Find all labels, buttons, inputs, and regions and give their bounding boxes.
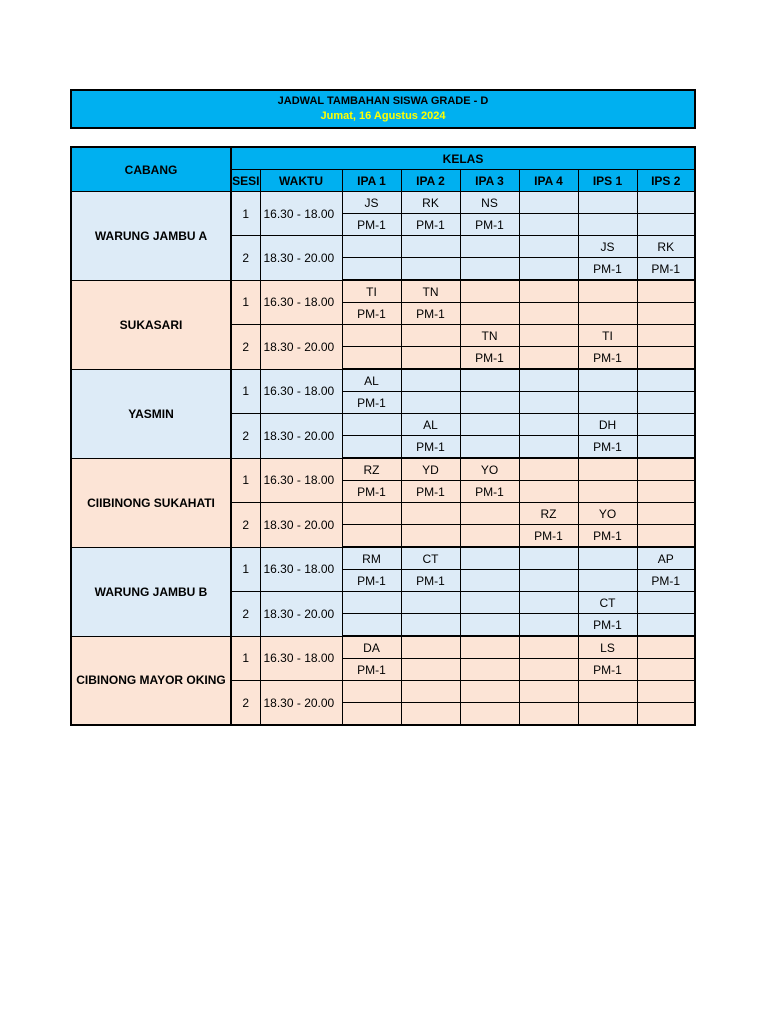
kelas-cell [460, 703, 519, 726]
sesi-cell: 2 [231, 325, 260, 370]
kelas-cell [578, 392, 637, 414]
waktu-cell: 18.30 - 20.00 [260, 325, 342, 370]
kelas-cell [519, 214, 578, 236]
sesi-cell: 1 [231, 369, 260, 414]
kelas-cell [519, 570, 578, 592]
kelas-cell [519, 303, 578, 325]
kelas-cell [401, 703, 460, 726]
kelas-cell [519, 325, 578, 347]
waktu-cell: 18.30 - 20.00 [260, 592, 342, 637]
kelas-cell [637, 303, 695, 325]
table-row [71, 458, 695, 481]
kelas-cell [342, 703, 401, 726]
kelas-cell [460, 236, 519, 258]
class-header-ipa1: IPA 1 [342, 170, 401, 192]
kelas-cell [519, 236, 578, 258]
sesi-cell: 1 [231, 458, 260, 503]
kelas-cell [637, 458, 695, 481]
kelas-cell [460, 392, 519, 414]
kelas-cell [519, 369, 578, 392]
kelas-cell [342, 525, 401, 548]
waktu-cell: 16.30 - 18.00 [260, 547, 342, 592]
kelas-cell: PM-1 [578, 525, 637, 548]
cabang-name: WARUNG JAMBU B [71, 547, 231, 636]
kelas-cell [637, 592, 695, 614]
kelas-cell [519, 659, 578, 681]
kelas-cell [460, 659, 519, 681]
sesi-cell: 2 [231, 592, 260, 637]
sesi-cell: 1 [231, 547, 260, 592]
kelas-cell: RM [342, 547, 401, 570]
kelas-cell [401, 347, 460, 370]
kelas-cell [401, 503, 460, 525]
kelas-cell: RK [401, 192, 460, 214]
waktu-header: WAKTU [260, 170, 342, 192]
kelas-cell [401, 236, 460, 258]
kelas-cell: PM-1 [401, 481, 460, 503]
kelas-cell [401, 325, 460, 347]
kelas-cell: PM-1 [578, 258, 637, 281]
kelas-cell [401, 392, 460, 414]
kelas-cell: DH [578, 414, 637, 436]
kelas-cell [637, 503, 695, 525]
waktu-cell: 16.30 - 18.00 [260, 280, 342, 325]
table-row [71, 192, 695, 214]
kelas-cell [637, 392, 695, 414]
kelas-cell [637, 481, 695, 503]
kelas-cell [578, 369, 637, 392]
kelas-cell: PM-1 [342, 303, 401, 325]
kelas-cell [401, 636, 460, 659]
waktu-cell: 16.30 - 18.00 [260, 458, 342, 503]
sesi-cell: 1 [231, 636, 260, 681]
kelas-cell: PM-1 [519, 525, 578, 548]
kelas-cell: TI [578, 325, 637, 347]
kelas-cell [460, 258, 519, 281]
kelas-cell [637, 325, 695, 347]
kelas-cell: PM-1 [401, 303, 460, 325]
kelas-cell: JS [342, 192, 401, 214]
kelas-cell [519, 614, 578, 637]
kelas-cell: PM-1 [342, 481, 401, 503]
waktu-cell: 18.30 - 20.00 [260, 236, 342, 281]
sesi-cell: 2 [231, 414, 260, 459]
kelas-cell: PM-1 [342, 659, 401, 681]
kelas-cell [637, 214, 695, 236]
kelas-cell [401, 369, 460, 392]
cabang-name: SUKASARI [71, 280, 231, 369]
kelas-cell [519, 280, 578, 303]
kelas-cell: RZ [519, 503, 578, 525]
kelas-cell [460, 681, 519, 703]
kelas-cell: DA [342, 636, 401, 659]
kelas-cell [578, 703, 637, 726]
kelas-cell [519, 592, 578, 614]
table-row [71, 369, 695, 392]
kelas-cell [637, 659, 695, 681]
cabang-name: CIIBINONG SUKAHATI [71, 458, 231, 547]
kelas-cell [342, 681, 401, 703]
kelas-cell: CT [401, 547, 460, 570]
class-header-ips2: IPS 2 [637, 170, 695, 192]
kelas-cell: CT [578, 592, 637, 614]
kelas-cell [342, 236, 401, 258]
kelas-cell [578, 303, 637, 325]
kelas-cell [578, 280, 637, 303]
cabang-header: CABANG [71, 147, 231, 192]
document-title: JADWAL TAMBAHAN SISWA GRADE - D [277, 95, 489, 107]
waktu-cell: 18.30 - 20.00 [260, 681, 342, 726]
kelas-cell: AL [342, 369, 401, 392]
kelas-cell: LS [578, 636, 637, 659]
kelas-cell [519, 547, 578, 570]
kelas-cell [460, 614, 519, 637]
kelas-cell [342, 325, 401, 347]
kelas-cell: PM-1 [401, 436, 460, 459]
kelas-cell [637, 280, 695, 303]
waktu-cell: 16.30 - 18.00 [260, 369, 342, 414]
schedule-body [71, 192, 695, 726]
kelas-cell: TN [401, 280, 460, 303]
cabang-name: WARUNG JAMBU A [71, 192, 231, 281]
kelas-header: KELAS [231, 147, 695, 170]
kelas-cell: RK [637, 236, 695, 258]
kelas-cell: PM-1 [460, 481, 519, 503]
kelas-cell [342, 436, 401, 459]
kelas-cell [519, 458, 578, 481]
kelas-cell [401, 614, 460, 637]
kelas-cell [578, 458, 637, 481]
kelas-cell [401, 681, 460, 703]
kelas-cell: PM-1 [578, 659, 637, 681]
kelas-cell [519, 481, 578, 503]
kelas-cell: YD [401, 458, 460, 481]
kelas-cell: AP [637, 547, 695, 570]
sesi-cell: 2 [231, 681, 260, 726]
class-header-ips1: IPS 1 [578, 170, 637, 192]
sesi-header: SESI [231, 170, 260, 192]
kelas-cell: RZ [342, 458, 401, 481]
kelas-cell [460, 369, 519, 392]
cabang-name: CIBINONG MAYOR OKING [71, 636, 231, 725]
kelas-cell: NS [460, 192, 519, 214]
table-row [71, 280, 695, 303]
kelas-cell [460, 436, 519, 459]
waktu-cell: 18.30 - 20.00 [260, 503, 342, 548]
kelas-cell [460, 280, 519, 303]
kelas-cell [460, 525, 519, 548]
sesi-cell: 1 [231, 192, 260, 236]
kelas-cell [578, 570, 637, 592]
kelas-cell [519, 436, 578, 459]
kelas-cell [637, 192, 695, 214]
kelas-cell: AL [401, 414, 460, 436]
kelas-cell [519, 258, 578, 281]
kelas-cell: PM-1 [460, 214, 519, 236]
class-header-ipa3: IPA 3 [460, 170, 519, 192]
class-header-ipa2: IPA 2 [401, 170, 460, 192]
kelas-cell [460, 570, 519, 592]
kelas-cell [519, 347, 578, 370]
kelas-cell [460, 503, 519, 525]
kelas-cell [460, 547, 519, 570]
kelas-cell: JS [578, 236, 637, 258]
kelas-cell: TN [460, 325, 519, 347]
kelas-cell: YO [460, 458, 519, 481]
class-header-ipa4: IPA 4 [519, 170, 578, 192]
kelas-cell [578, 547, 637, 570]
kelas-cell [578, 681, 637, 703]
sesi-cell: 2 [231, 503, 260, 548]
document-date: Jumat, 16 Agustus 2024 [320, 110, 446, 122]
cabang-name: YASMIN [71, 369, 231, 458]
kelas-cell: PM-1 [637, 570, 695, 592]
kelas-cell: PM-1 [401, 214, 460, 236]
kelas-cell [342, 592, 401, 614]
kelas-cell: PM-1 [401, 570, 460, 592]
kelas-cell [578, 481, 637, 503]
sesi-cell: 1 [231, 280, 260, 325]
kelas-cell [519, 192, 578, 214]
kelas-cell [401, 592, 460, 614]
kelas-cell: PM-1 [342, 570, 401, 592]
schedule-table [70, 146, 696, 726]
kelas-cell [401, 525, 460, 548]
kelas-cell [519, 414, 578, 436]
kelas-cell [637, 436, 695, 459]
title-banner [70, 89, 696, 129]
kelas-cell [519, 636, 578, 659]
kelas-cell [519, 703, 578, 726]
kelas-cell: PM-1 [342, 392, 401, 414]
kelas-cell [637, 703, 695, 726]
kelas-cell [637, 525, 695, 548]
kelas-cell [637, 681, 695, 703]
kelas-cell [519, 681, 578, 703]
kelas-cell [401, 258, 460, 281]
table-row [71, 547, 695, 570]
kelas-cell: PM-1 [460, 347, 519, 370]
kelas-cell: PM-1 [578, 436, 637, 459]
kelas-cell [519, 392, 578, 414]
kelas-cell [460, 303, 519, 325]
kelas-cell [637, 347, 695, 370]
kelas-cell [578, 214, 637, 236]
kelas-cell [460, 414, 519, 436]
sesi-cell: 2 [231, 236, 260, 281]
table-row [71, 636, 695, 659]
kelas-cell: PM-1 [578, 347, 637, 370]
kelas-cell [637, 636, 695, 659]
waktu-cell: 16.30 - 18.00 [260, 636, 342, 681]
kelas-cell: PM-1 [578, 614, 637, 637]
kelas-cell [637, 614, 695, 637]
kelas-cell: PM-1 [637, 258, 695, 281]
kelas-cell [578, 192, 637, 214]
kelas-cell [342, 414, 401, 436]
kelas-cell [342, 347, 401, 370]
waktu-cell: 16.30 - 18.00 [260, 192, 342, 236]
kelas-cell [401, 659, 460, 681]
kelas-cell [342, 614, 401, 637]
kelas-cell: TI [342, 280, 401, 303]
kelas-cell: YO [578, 503, 637, 525]
kelas-cell [342, 258, 401, 281]
kelas-cell: PM-1 [342, 214, 401, 236]
kelas-cell [342, 503, 401, 525]
kelas-cell [460, 636, 519, 659]
waktu-cell: 18.30 - 20.00 [260, 414, 342, 459]
kelas-cell [460, 592, 519, 614]
kelas-cell [637, 369, 695, 392]
kelas-cell [637, 414, 695, 436]
